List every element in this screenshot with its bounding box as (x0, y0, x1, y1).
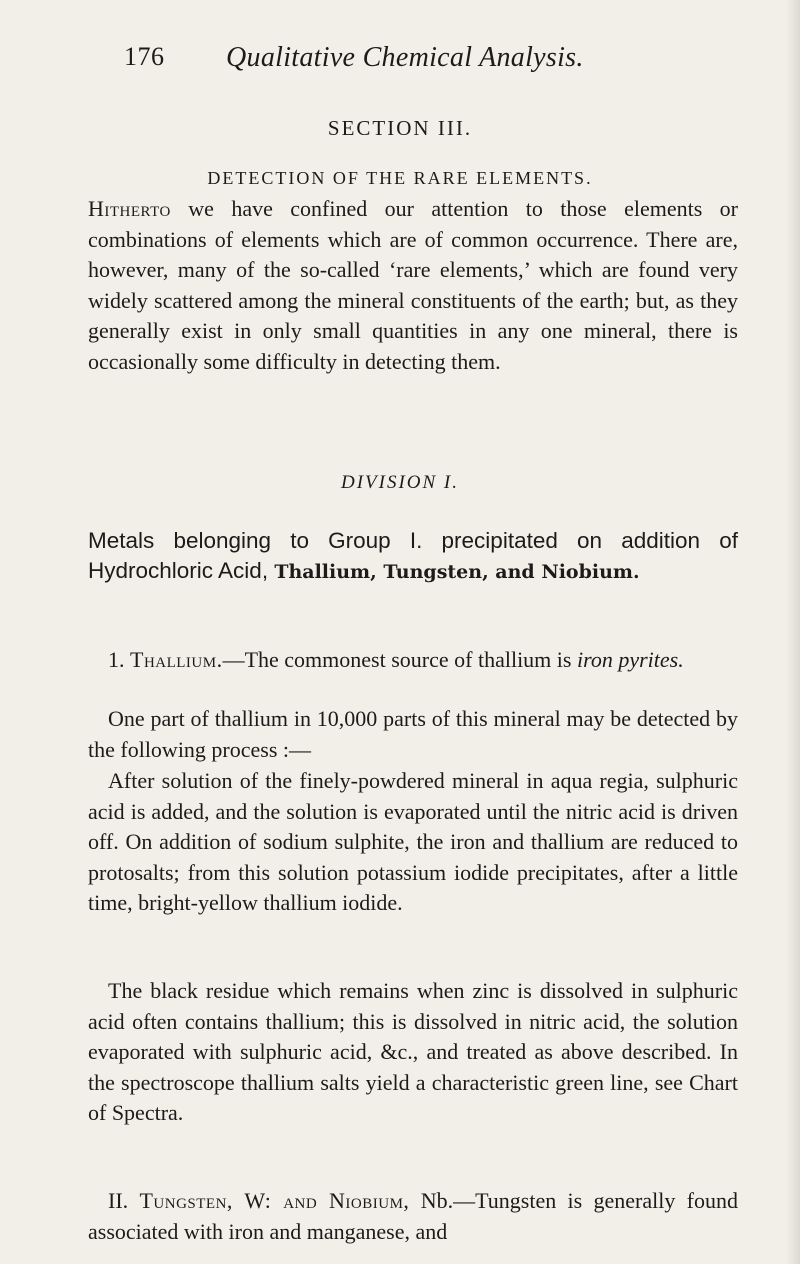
thallium-intro: —The commonest source of thallium is (222, 647, 577, 672)
thallium-source: iron pyrites. (576, 647, 684, 672)
section-subtitle: DETECTION OF THE RARE ELEMENTS. (207, 168, 593, 188)
tungsten-niobium-paragraph (88, 1186, 738, 1247)
thallium-heading-paragraph (88, 645, 738, 676)
group-heading-text: Metals belonging to Group I. precipitated on addition of Hydrochloric Acid, (88, 528, 738, 583)
intro-text: we have confined our attention to those elements or combinations of elements which are of common occurrence. There are, however, many of the so-called ‘rare elements,’ which are found very widely scattered among the mineral constituents of the earth; but, as they generally exist in only small quantities in any one mineral, there is occasionally some difficulty in detecting them. (88, 196, 738, 374)
page-edge-shadow (786, 0, 800, 1264)
group-heading (88, 526, 738, 587)
thallium-process-paragraph: After solution of the finely-powdered mineral in aqua regia, sulphuric acid is added, and the solution is evaporated until the nitric acid is driven off. On addition of sodium sulphite, the iron and thallium are reduced to protosalts; from this solution potassium iodide precipitates, after a little time, bright-yellow thallium iodide. (88, 768, 738, 915)
niobium-name: Niobium, (329, 1188, 410, 1213)
thallium-number: 1. (108, 647, 130, 672)
tungsten-number: II. (108, 1188, 140, 1213)
page-number: 176 (124, 42, 165, 71)
tungsten-text: Nb.—Tungsten is generally found associated with iron and manganese, and (88, 1188, 738, 1244)
division-title: DIVISION I. (340, 472, 460, 493)
thallium-name: Thallium. (130, 647, 223, 672)
intro-lead-word: Hitherto (88, 196, 171, 221)
tungsten-connector: : and (264, 1188, 330, 1213)
page-header (0, 42, 800, 82)
running-title: Qualitative Chemical Analysis. (226, 42, 584, 73)
intro-paragraph (88, 194, 738, 377)
thallium-residue-paragraph: The black residue which remains when zinc is dissolved in sulphuric acid often contains thallium; this is dissolved in nitric acid, the solution evaporated with sulphuric acid, &c., and treated as above described. In the spectroscope thallium salts yield a characteristic green line, see Chart of Spectra. (88, 978, 738, 1125)
section-title: SECTION III. (327, 116, 473, 140)
group-element-names: Thallium, Tungsten, and Niobium. (274, 561, 640, 583)
thallium-detection-paragraph: One part of thallium in 10,000 parts of this mineral may be detected by the following process :— (88, 706, 738, 762)
tungsten-name: Tungsten, W (139, 1188, 265, 1213)
